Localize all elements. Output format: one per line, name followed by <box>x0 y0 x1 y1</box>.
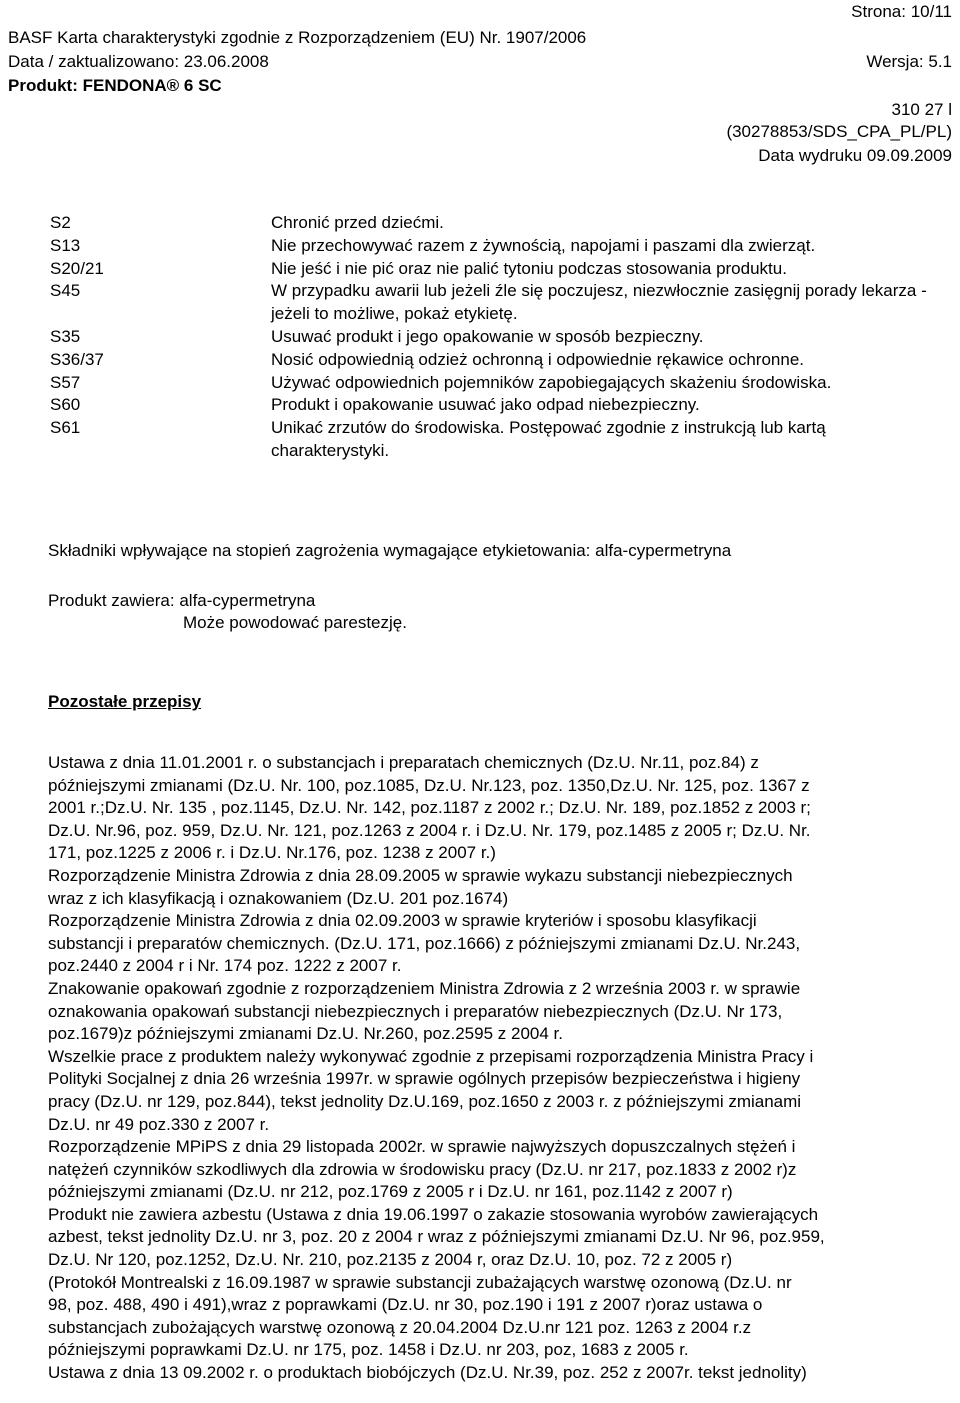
regulation-line: pracy (Dz.U. nr 129, poz.844), tekst jednolity Dz.U.169, poz.1650 z 2003 r. z późniejszymi zmianami <box>48 1091 802 1111</box>
regulation-line: (Protokół Montrealski z 16.09.1987 w sprawie substancji zubażających warstwę ozonową (Dz.U. nr <box>48 1272 792 1292</box>
regulation-line: Rozporządzenie Ministra Zdrowia z dnia 28.09.2005 w sprawie wykazu substancji niebezpiecznych <box>48 865 793 885</box>
list-item <box>50 372 950 395</box>
regulation-line: Rozporządzenie Ministra Zdrowia z dnia 02.09.2003 w sprawie kryteriów i sposobu klasyfikacji <box>48 911 757 931</box>
regulation-line: Dz.U. nr 49 poz.330 z 2007 r. <box>48 1114 270 1134</box>
regulation-line: Dz.U. Nr 120, poz.1252, Dz.U. Nr. 210, poz.2135 z 2004 r, oraz Dz.U. 10, poz. 72 z 2005 r) <box>48 1250 733 1270</box>
print-date: Data wydruku 09.09.2009 <box>758 146 952 165</box>
regulation-line: wraz z ich klasyfikacją i oznakowaniem (Dz.U. 201 poz.1674) <box>48 888 509 908</box>
phrase-code: S2 <box>50 213 71 232</box>
labelling-components: Składniki wpływające na stopień zagrożenia wymagające etykietowania: alfa-cypermetryna <box>48 541 732 560</box>
phrase-code: S13 <box>50 235 81 255</box>
list-item <box>50 258 950 281</box>
list-item <box>50 349 950 372</box>
product-contains: Produkt zawiera: alfa-cypermetryna <box>48 591 316 610</box>
phrase-text: Produkt i opakowanie usuwać jako odpad niebezpieczny. <box>271 395 700 415</box>
phrase-text: Nosić odpowiednią odzież ochronną i odpowiednie rękawice ochronne. <box>271 349 805 369</box>
phrase-text: Chronić przed dziećmi. <box>271 213 444 232</box>
list-item <box>50 417 950 463</box>
product-name: Produkt: FENDONA® 6 SC <box>8 76 222 95</box>
regulation-line: poz.1679)z późniejszymi zmianami Dz.U. Nr.260, poz.2595 z 2004 r. <box>48 1024 563 1044</box>
regulation-line: Produkt nie zawiera azbestu (Ustawa z dnia 19.06.1997 o zakazie stosowania wyrobów zawierających <box>48 1204 819 1224</box>
phrase-code: S61 <box>50 418 81 438</box>
regulation-line: Ustawa z dnia 13 09.2002 r. o produktach biobójczych (Dz.U. Nr.39, poz. 252 z 2007r. tekst jednolity) <box>48 1363 807 1383</box>
sds-code: (30278853/SDS_CPA_PL/PL) <box>726 122 952 141</box>
page-number: Strona: 10/11 <box>851 2 952 21</box>
phrase-text: Usuwać produkt i jego opakowanie w sposób bezpieczny. <box>271 326 704 346</box>
regulations-text <box>48 752 953 1385</box>
regulation-line: Dz.U. Nr.96, poz. 959, Dz.U. Nr. 121, poz.1263 z 2004 r. i Dz.U. Nr. 179, poz.1485 z 2005 r; Dz.U. Nr. <box>48 820 811 840</box>
regulation-line: późniejszymi zmianami (Dz.U. Nr. 100, poz.1085, Dz.U. Nr.123, poz. 1350,Dz.U. Nr. 125, poz. 1367 z <box>48 775 810 795</box>
regulation-line: Rozporządzenie MPiPS z dnia 29 listopada 2002r. w sprawie najwyższych dopuszczalnych stężeń i <box>48 1137 796 1157</box>
phrase-code: S36/37 <box>50 349 104 369</box>
safety-phrases <box>50 212 950 463</box>
regulation-line: substancjach zubożających warstwę ozonową z 20.04.2004 Dz.U.nr 121 poz. 1263 z 2004 r.z <box>48 1317 752 1337</box>
phrase-text: Nie jeść i nie pić oraz nie palić tytoniu podczas stosowania produktu. <box>271 258 787 278</box>
regulation-line: oznakowania opakowań substancji niebezpiecznych i preparatów niebezpiecznych (Dz.U. Nr 173, <box>48 1001 783 1021</box>
phrase-text: W przypadku awarii lub jeżeli źle się poczujesz, niezwłocznie zasięgnij porady lekarza - jeżeli to możliwe, pokaż etykietę. <box>271 281 927 324</box>
phrase-text: Używać odpowiednich pojemników zapobiegających skażeniu środowiska. <box>271 372 832 392</box>
list-item <box>50 326 950 349</box>
regulation-line: natężeń czynników szkodliwych dla zdrowia w środowisku pracy (Dz.U. nr 217, poz.1833 z 2002 r)z <box>48 1159 797 1179</box>
regulation-line: poz.2440 z 2004 r i Nr. 174 poz. 1222 z 2007 r. <box>48 956 402 976</box>
regulation-line: Znakowanie opakowań zgodnie z rozporządzeniem Ministra Zdrowia z 2 września 2003 r. w sprawie <box>48 978 801 998</box>
phrase-code: S20/21 <box>50 258 104 278</box>
regulation-line: substancji i preparatów chemicznych. (Dz.U. 171, poz.1666) z późniejszymi zmianami Dz.U. Nr.243, <box>48 933 801 953</box>
phrase-text: Nie przechowywać razem z żywnością, napojami i paszami dla zwierząt. <box>271 235 816 255</box>
regulation-line: 98, poz. 488, 490 i 491),wraz z poprawkami (Dz.U. nr 30, poz.190 i 191 z 2007 r)oraz ustawa o <box>48 1295 763 1315</box>
hazard-statement: Może powodować parestezję. <box>183 613 407 632</box>
phrase-code: S60 <box>50 395 81 415</box>
phrase-text: Unikać zrzutów do środowiska. Postępować zgodnie z instrukcją lub kartą charakterystyki. <box>271 418 826 460</box>
regulation-line: azbest, tekst jednolity Dz.U. nr 3, poz. 20 z 2004 r wraz z późniejszymi zmianami Dz.U. Nr 96, poz.959, <box>48 1227 825 1247</box>
version: Wersja: 5.1 <box>866 52 952 71</box>
phrase-code: S45 <box>50 281 81 301</box>
regulation-line: 171, poz.1225 z 2006 r. i Dz.U. Nr.176, poz. 1238 z 2007 r.) <box>48 843 496 863</box>
regulation-line: Wszelkie prace z produktem należy wykonywać zgodnie z przepisami rozporządzenia Ministra Pracy i <box>48 1046 814 1066</box>
regulation-line: Ustawa z dnia 11.01.2001 r. o substancjach i preparatach chemicznych (Dz.U. Nr.11, poz.84) z <box>48 753 759 772</box>
list-item <box>50 394 950 417</box>
regulation-line: późniejszymi poprawkami Dz.U. nr 175, poz. 1458 i Dz.U. nr 203, poz, 1683 z 2005 r. <box>48 1340 689 1360</box>
list-item <box>50 280 950 326</box>
phrase-code: S35 <box>50 326 81 346</box>
section-title: Pozostałe przepisy <box>48 692 202 711</box>
list-item <box>50 212 950 235</box>
phrase-code: S57 <box>50 372 81 392</box>
revision-date: Data / zaktualizowano: 23.06.2008 <box>8 52 269 71</box>
product-number: 310 27 l <box>891 100 952 119</box>
regulation-line: 2001 r.;Dz.U. Nr. 135 , poz.1145, Dz.U. Nr. 142, poz.1187 z 2002 r.; Dz.U. Nr. 189, poz.1852 z 2003 r; <box>48 798 811 818</box>
list-item <box>50 235 950 258</box>
document-title: BASF Karta charakterystyki zgodnie z Rozporządzeniem (EU) Nr. 1907/2006 <box>8 28 587 47</box>
regulation-line: późniejszymi zmianami (Dz.U. nr 212, poz.1769 z 2005 r i Dz.U. nr 161, poz.1142 z 2007 r) <box>48 1182 733 1202</box>
regulation-line: Polityki Socjalnej z dnia 26 września 1997r. w sprawie ogólnych przepisów bezpieczeństwa i higieny <box>48 1069 801 1089</box>
